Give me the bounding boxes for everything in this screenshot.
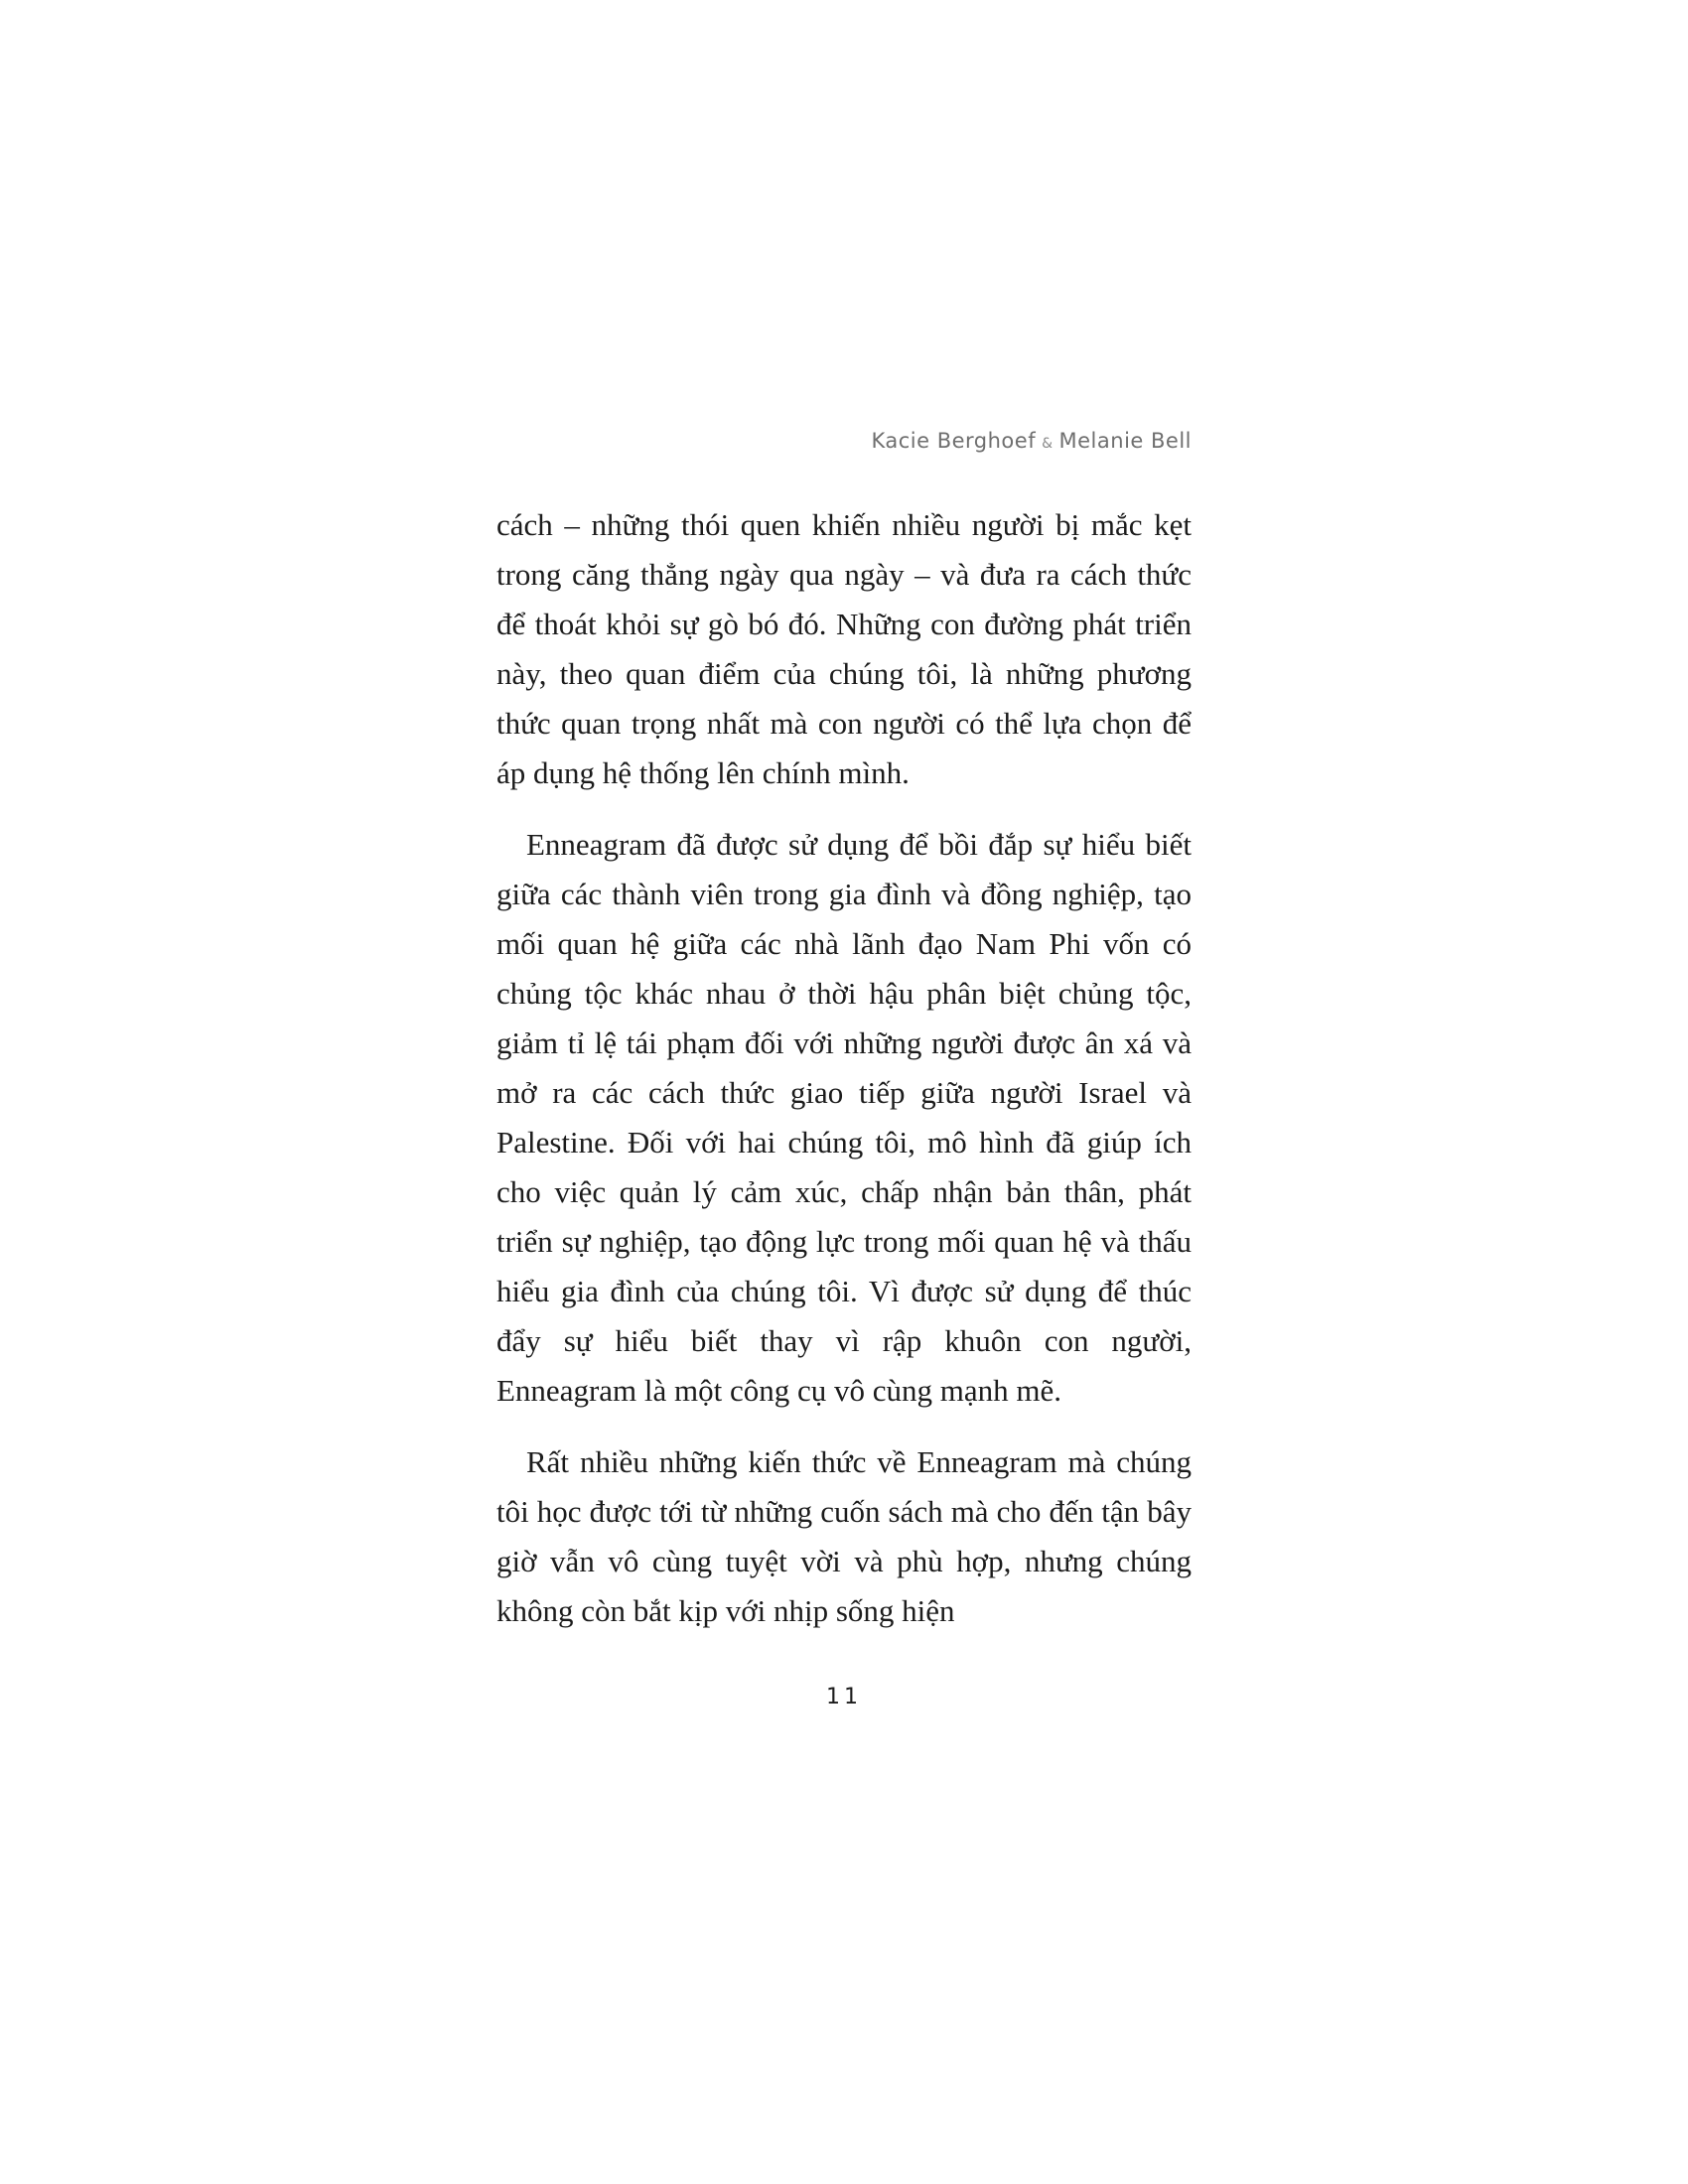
ampersand: & (1042, 436, 1054, 452)
body-text (496, 500, 1192, 1636)
paragraph: Rất nhiều những kiến thức về Enneagram mà chúng tôi học được tới từ những cuốn sách mà cho đến tận bây giờ vẫn vô cùng tuyệt vời và phù hợp, nhưng chúng không còn bắt kịp với nhịp sống hiện (496, 1444, 1192, 1628)
paragraph: Enneagram đã được sử dụng để bồi đắp sự hiểu biết giữa các thành viên trong gia đình và đồng nghiệp, tạo mối quan hệ giữa các nhà lãnh đạo Nam Phi vốn có chủng tộc khác nhau ở thời hậu phân biệt chủng tộc, giảm tỉ lệ tái phạm đối với những người được ân xá và mở ra các cách thức giao tiếp giữa người Israel và Palestine. Đối với hai chúng tôi, mô hình đã giúp ích cho việc quản lý cảm xúc, chấp nhận bản thân, phát triển sự nghiệp, tạo động lực trong mối quan hệ và thấu hiểu gia đình của chúng tôi. Vì được sử dụng để thúc đẩy sự hiểu biết thay vì rập khuôn con người, Enneagram là một công cụ vô cùng mạnh mẽ. (496, 827, 1192, 1408)
author-one: Kacie Berghoef (871, 429, 1037, 453)
author-two: Melanie Bell (1058, 429, 1192, 453)
page-number: 11 (826, 1685, 862, 1709)
running-header (496, 429, 1192, 453)
paragraph-continued: cách – những thói quen khiến nhiều người bị mắc kẹt trong căng thẳng ngày qua ngày – và đưa ra cách thức để thoát khỏi sự gò bó đó. Những con đường phát triển này, theo quan điểm của chúng tôi, là những phương thức quan trọng nhất mà con người có thể lựa chọn để áp dụng hệ thống lên chính mình. (496, 507, 1192, 790)
